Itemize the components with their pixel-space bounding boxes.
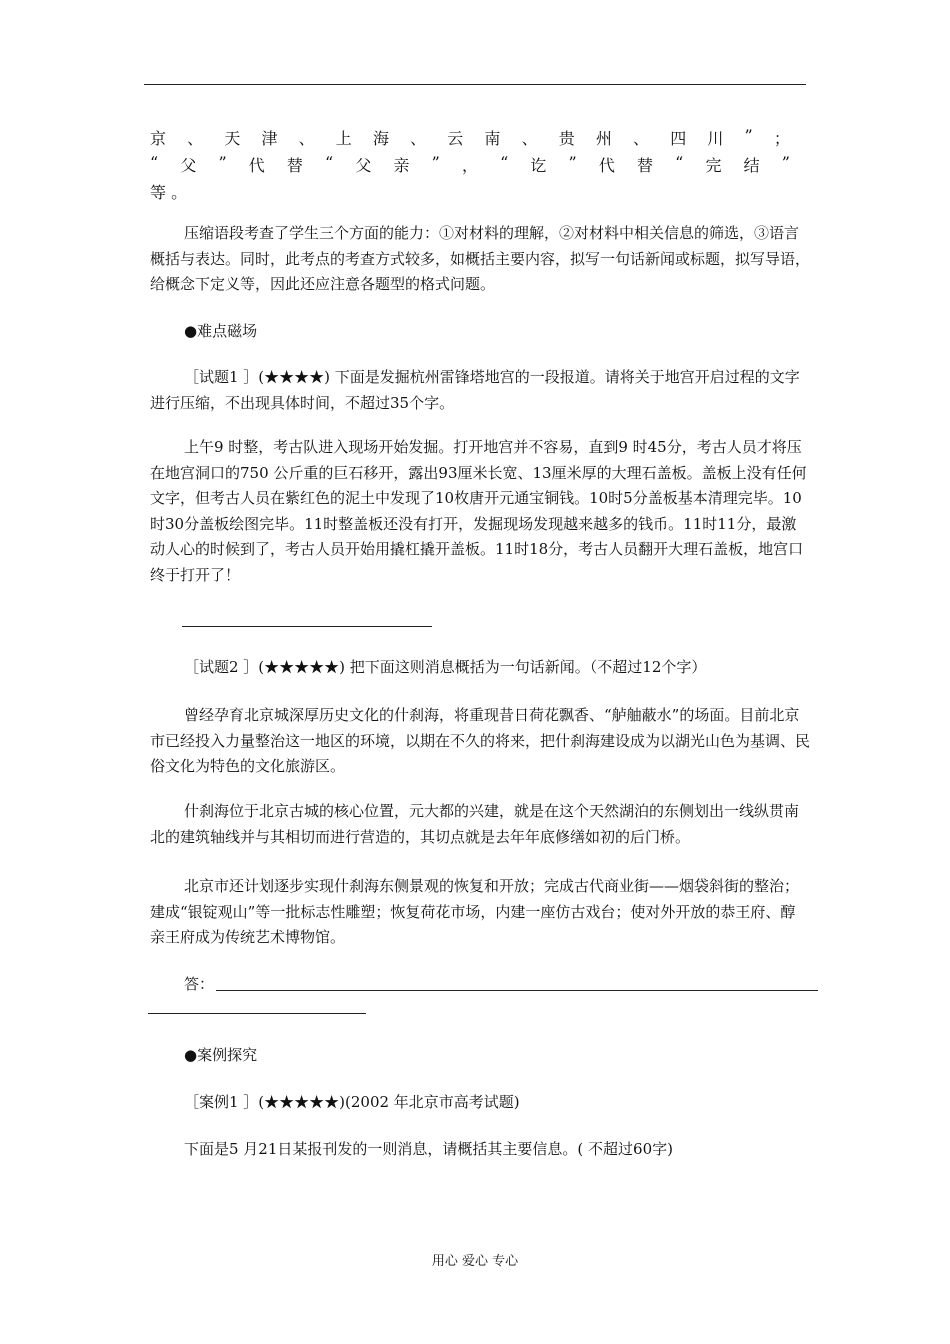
continuation-char: “ xyxy=(675,153,684,172)
continuation-char: 讫 xyxy=(530,156,547,175)
continuation-char: 替 xyxy=(637,156,654,175)
answer-label: 答： xyxy=(184,975,215,993)
question-2-passage-2: 什刹海位于北京古城的核心位置，元大都的兴建，就是在这个天然湖泊的东侧划出一线纵贯南北的建筑轴线并与其相切而进行营造的，其切点就是去年年底修缮如初的后门桥。 xyxy=(150,802,800,846)
continuation-char: 贵 xyxy=(558,129,575,148)
continuation-char: 代 xyxy=(248,156,265,175)
case-1-title: ［案例1 ］(★★★★★)(2002 年北京市高考试题) xyxy=(184,1093,520,1111)
continuation-char: “ xyxy=(325,153,334,172)
continuation-char: 、 xyxy=(298,129,315,148)
continuation-char: 、 xyxy=(187,129,204,148)
answer-line-2[interactable] xyxy=(148,1013,366,1014)
continuation-char: 结 xyxy=(743,156,760,175)
continuation-line-1 xyxy=(150,126,790,149)
continuation-line-2 xyxy=(150,153,790,176)
continuation-char: 、 xyxy=(410,129,427,148)
continuation-char: ； xyxy=(773,129,790,148)
question-1-answer-line[interactable] xyxy=(182,626,432,627)
continuation-char: 海 xyxy=(372,129,389,148)
question-2-passage-3: 北京市还计划逐步实现什刹海东侧景观的恢复和开放；完成古代商业街——烟袋斜街的整治；建成“银锭观山”等一批标志性雕塑；恢复荷花市场，内建一座仿古戏台；使对外开放的恭王府、醇亲王府成为传统艺术博物馆。 xyxy=(150,877,800,946)
continuation-char: 津 xyxy=(261,129,278,148)
continuation-char: ” xyxy=(744,126,753,145)
continuation-char: 父 xyxy=(355,156,372,175)
continuation-char: “ xyxy=(150,153,159,172)
continuation-char: 父 xyxy=(180,156,197,175)
continuation-char: 四 xyxy=(670,129,687,148)
question-2-passage-1: 曾经孕育北京城深厚历史文化的什刹海，将重现昔日荷花飘香、“舻舳蔽水”的场面。目前北京市已经投入力量整治这一地区的环境，以期在不久的将来，把什刹海建设成为以湖光山色为基调、民俗文化为特色的文化旅游区。 xyxy=(150,706,811,775)
continuation-char: 、 xyxy=(633,129,650,148)
question-1-prompt: ［试题1 ］(★★★★) 下面是发掘杭州雷锋塔地宫的一段报道。请将关于地宫开启过程的文字进行压缩，不出现具体时间，不超过35个字。 xyxy=(150,368,800,412)
continuation-char: ” xyxy=(218,153,227,172)
answer-line-1[interactable] xyxy=(216,990,818,991)
continuation-char: “ xyxy=(500,153,509,172)
continuation-char: 亲 xyxy=(393,156,410,175)
section-heading-case-study: ●案例探究 xyxy=(184,1046,258,1064)
continuation-char: 、 xyxy=(521,129,538,148)
continuation-char: 云 xyxy=(447,129,464,148)
continuation-char: 川 xyxy=(707,129,724,148)
question-2-prompt: ［试题2 ］(★★★★★) 把下面这则消息概括为一句话新闻。（不超过12个字） xyxy=(184,658,707,676)
continuation-char: 上 xyxy=(335,129,352,148)
page-footer: 用心 爱心 专心 xyxy=(431,1254,519,1269)
continuation-char: ， xyxy=(461,156,478,175)
continuation-char: 南 xyxy=(484,129,501,148)
continuation-char: 代 xyxy=(598,156,615,175)
continuation-char: ” xyxy=(568,153,577,172)
section-heading-difficulty: ●难点磁场 xyxy=(184,322,258,340)
question-1-passage: 上午9 时整，考古队进入现场开始发掘。打开地宫并不容易，直到9 时45分，考古人员才将压在地宫洞口的750 公斤重的巨石移开，露出93厘米长宽、13厘米厚的大理石盖板。盖板上没有任何文字，但考古人员在紫红色的泥土中发现了10枚唐开元通宝铜钱。10时5分盖板基本清理完毕。10时30分盖板绘图完毕。11时整盖板还没有打开，发掘现场发现越来越多的钱币。11时11分，最激动人心的时候到了，考古人员开始用撬杠撬开盖板。11时18分，考古人员翻开大理石盖板，地宫口终于打开了！ xyxy=(150,438,807,584)
case-1-text: 下面是5 月21日某报刊发的一则消息，请概括其主要信息。( 不超过60字) xyxy=(184,1140,673,1158)
continuation-char: 京 xyxy=(150,129,167,148)
continuation-char: 替 xyxy=(286,156,303,175)
continuation-char: ” xyxy=(781,153,790,172)
header-rule xyxy=(144,84,806,85)
intro-paragraph: 压缩语段考查了学生三个方面的能力：①对材料的理解，②对材料中相关信息的筛选，③语言概括与表达。同时，此考点的考查方式较多，如概括主要内容，拟写一句话新闻或标题，拟写导语，给概念下定义等，因此还应注意各题型的格式问题。 xyxy=(150,224,811,293)
continuation-char: ” xyxy=(431,153,440,172)
continuation-char: 州 xyxy=(595,129,612,148)
continuation-char: 天 xyxy=(224,129,241,148)
continuation-char: 完 xyxy=(705,156,722,175)
continuation-line-3: 等 。 xyxy=(150,183,188,202)
